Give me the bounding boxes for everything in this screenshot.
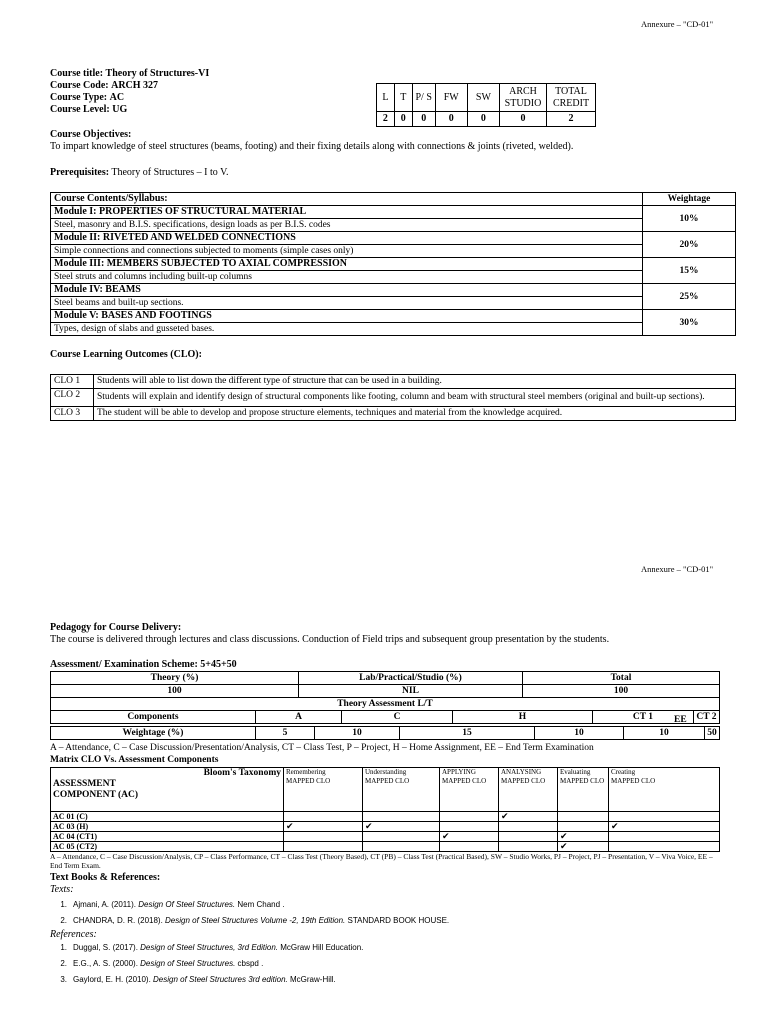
credit-header: FW bbox=[435, 84, 467, 112]
assessment-heading: Assessment/ Examination Scheme: 5+45+50 bbox=[50, 659, 237, 670]
textbooks-heading: Text Books & References: bbox=[50, 872, 161, 883]
component-header: CT 1 bbox=[592, 711, 693, 724]
module-weight: 30% bbox=[643, 310, 736, 336]
clo-id: CLO 2 bbox=[51, 389, 94, 407]
pedagogy-heading: Pedagogy for Course Delivery: bbox=[50, 622, 182, 633]
matrix-row-label: AC 05 (CT2) bbox=[51, 842, 284, 852]
module-weight: 15% bbox=[643, 258, 736, 284]
annexure-label-2: Annexure – "CD-01" bbox=[641, 564, 714, 574]
weight-value: 15 bbox=[400, 727, 535, 740]
syllabus-header: Course Contents/Syllabus: bbox=[51, 193, 643, 206]
course-level-label: Course Level: bbox=[50, 104, 110, 115]
course-type-value: AC bbox=[109, 92, 125, 103]
component-header: C bbox=[342, 711, 453, 724]
credit-value: 0 bbox=[394, 112, 412, 127]
clo-text: Students will able to list down the different type of structure that can be used in a building. bbox=[94, 375, 736, 389]
credit-value: 2 bbox=[377, 112, 395, 127]
weightage-header: Weightage bbox=[643, 193, 736, 206]
total-value: 100 bbox=[522, 685, 719, 698]
matrix-corner bbox=[51, 768, 284, 812]
module-desc: Types, design of slabs and gusseted bases. bbox=[51, 323, 643, 336]
reference: 1. Duggal, S. (2017). Design of Steel Structures, 3rd Edition. McGraw Hill Education. bbox=[60, 943, 364, 952]
texts-label: Texts: bbox=[50, 884, 74, 895]
level-header: Understanding MAPPED CLO bbox=[363, 768, 440, 812]
module-weight: 25% bbox=[643, 284, 736, 310]
total-header: Total bbox=[522, 672, 719, 685]
credit-value: 0 bbox=[435, 112, 467, 127]
clo-heading: Course Learning Outcomes (CLO): bbox=[50, 349, 202, 360]
blooms-label: Bloom's Taxonomy bbox=[203, 768, 281, 778]
matrix-row-label: AC 01 (C) bbox=[51, 812, 284, 822]
weight-value: 50 bbox=[705, 727, 720, 740]
credit-header: T bbox=[394, 84, 412, 112]
check-mark: ✔ bbox=[558, 832, 609, 842]
credit-header: P/ S bbox=[412, 84, 435, 112]
theory-header: Theory (%) bbox=[51, 672, 299, 685]
clo-text: Students will explain and identify design of structural components like footing, column and beam with structural steel members (original and built-up sections). bbox=[94, 389, 736, 407]
check-mark: ✔ bbox=[363, 822, 440, 832]
refs-label: References: bbox=[50, 929, 97, 940]
credit-table bbox=[376, 83, 596, 127]
credit-value: 0 bbox=[500, 112, 547, 127]
matrix-heading: Matrix CLO Vs. Assessment Components bbox=[50, 755, 219, 765]
matrix-row-label: AC 03 (H) bbox=[51, 822, 284, 832]
textbooks-section bbox=[50, 872, 750, 988]
module-desc: Steel beams and built-up sections. bbox=[51, 297, 643, 310]
credit-header: SW bbox=[467, 84, 499, 112]
course-title-label: Course title: bbox=[50, 68, 104, 79]
assessment-table bbox=[50, 671, 720, 724]
matrix-legend: A – Attendance, C – Case Discussion/Analysis, CP – Class Performance, CT – Class Test (Theory Based), CT (PB) – Class Test (Practical Based), SW – Studio Works, PJ – Project, PJ – Presentation, V – Viva Voice, EE – End Term Exam. bbox=[50, 852, 713, 870]
course-code-label: Course Code: bbox=[50, 80, 109, 91]
check-mark: ✔ bbox=[609, 822, 720, 832]
matrix-row-label: AC 04 (CT1) bbox=[51, 832, 284, 842]
clo-id: CLO 1 bbox=[51, 375, 94, 389]
module-title: Module V: BASES AND FOOTINGS bbox=[51, 310, 643, 323]
credit-header: L bbox=[377, 84, 395, 112]
pedagogy-section bbox=[50, 622, 740, 646]
module-title: Module I: PROPERTIES OF STRUCTURAL MATERIAL bbox=[51, 206, 643, 219]
component-header: A bbox=[256, 711, 342, 724]
clo-text: The student will be able to develop and propose structure elements, techniques and material from the knowledge acquired. bbox=[94, 407, 736, 421]
level-header: Remembering MAPPED CLO bbox=[284, 768, 363, 812]
syllabus-table bbox=[50, 192, 736, 336]
check-mark: ✔ bbox=[558, 842, 609, 852]
lt-header: Theory Assessment L/T bbox=[51, 698, 720, 711]
clo-id: CLO 3 bbox=[51, 407, 94, 421]
text-ref: 2. CHANDRA, D. R. (2018). Design of Steel Structures Volume -2, 19th Edition. STANDARD BOOK HOUSE. bbox=[60, 916, 450, 925]
prerequisites-label: Prerequisites: bbox=[50, 167, 110, 178]
text-ref: 1. Ajmani, A. (2011). Design Of Steel Structures. Nem Chand . bbox=[60, 900, 285, 909]
level-header: Evaluating MAPPED CLO bbox=[558, 768, 609, 812]
course-info bbox=[50, 68, 209, 116]
prerequisites bbox=[50, 167, 229, 179]
module-title: Module III: MEMBERS SUBJECTED TO AXIAL COMPRESSION bbox=[51, 258, 643, 271]
objectives-heading: Course Objectives: bbox=[50, 129, 132, 140]
course-code-value: ARCH 327 bbox=[111, 80, 159, 91]
components-label: Components bbox=[51, 711, 256, 724]
objectives-text: To impart knowledge of steel structures (beams, footing) and their fixing details along with connections & joints (riveted, welded). bbox=[50, 141, 574, 152]
module-desc: Simple connections and connections subjected to moments (simple cases only) bbox=[51, 245, 643, 258]
weight-value: 10 bbox=[315, 727, 400, 740]
theory-value: 100 bbox=[51, 685, 299, 698]
weight-value: 5 bbox=[256, 727, 315, 740]
module-desc: Steel, masonry and B.I.S. specifications, design loads as per B.I.S. codes bbox=[51, 219, 643, 232]
pedagogy-text: The course is delivered through lectures and class discussions. Conduction of Field trips and subsequent group presentation by the students. bbox=[50, 634, 610, 645]
component-header: CT 2 bbox=[693, 711, 719, 724]
check-mark: ✔ bbox=[499, 812, 558, 822]
credit-header: TOTAL CREDIT bbox=[547, 84, 596, 112]
ac-label: ASSESSMENT COMPONENT (AC) bbox=[53, 779, 139, 800]
weight-value: 10 bbox=[624, 727, 705, 740]
component-header: H bbox=[453, 711, 593, 724]
course-level-value: UG bbox=[112, 104, 128, 115]
course-type-label: Course Type: bbox=[50, 92, 108, 103]
module-title: Module II: RIVETED AND WELDED CONNECTIONS bbox=[51, 232, 643, 245]
credit-value: 0 bbox=[412, 112, 435, 127]
module-weight: 10% bbox=[643, 206, 736, 232]
check-mark: ✔ bbox=[440, 832, 499, 842]
clo-table bbox=[50, 374, 736, 421]
clo-matrix-table bbox=[50, 767, 720, 852]
module-desc: Steel struts and columns including built-up columns bbox=[51, 271, 643, 284]
credit-value: 2 bbox=[547, 112, 596, 127]
weightage-table bbox=[50, 726, 720, 740]
lab-header: Lab/Practical/Studio (%) bbox=[299, 672, 523, 685]
module-weight: 20% bbox=[643, 232, 736, 258]
weightage-label: Weightage (%) bbox=[51, 727, 256, 740]
component-header-ee: EE bbox=[674, 715, 687, 725]
check-mark: ✔ bbox=[284, 822, 363, 832]
reference: 3. Gaylord, E. H. (2010). Design of Steel Structures 3rd edition. McGraw-Hill. bbox=[60, 975, 336, 984]
weight-value: 10 bbox=[535, 727, 624, 740]
module-title: Module IV: BEAMS bbox=[51, 284, 643, 297]
reference: 2. E.G., A. S. (2000). Design of Steel Structures. cbspd . bbox=[60, 959, 264, 968]
level-header: Creating MAPPED CLO bbox=[609, 768, 720, 812]
lab-value: NIL bbox=[299, 685, 523, 698]
objectives-section bbox=[50, 129, 573, 153]
annexure-label: Annexure – "CD-01" bbox=[641, 19, 714, 29]
assessment-legend: A – Attendance, C – Case Discussion/Presentation/Analysis, CT – Class Test, P – Project, H – Home Assignment, EE – End Term Examination bbox=[50, 743, 594, 753]
credit-value: 0 bbox=[467, 112, 499, 127]
credit-header: ARCH STUDIO bbox=[500, 84, 547, 112]
level-header: APPLYING MAPPED CLO bbox=[440, 768, 499, 812]
prerequisites-text: Theory of Structures – I to V. bbox=[109, 167, 229, 178]
level-header: ANALYSING MAPPED CLO bbox=[499, 768, 558, 812]
course-title-value: Theory of Structures-VI bbox=[105, 68, 210, 79]
